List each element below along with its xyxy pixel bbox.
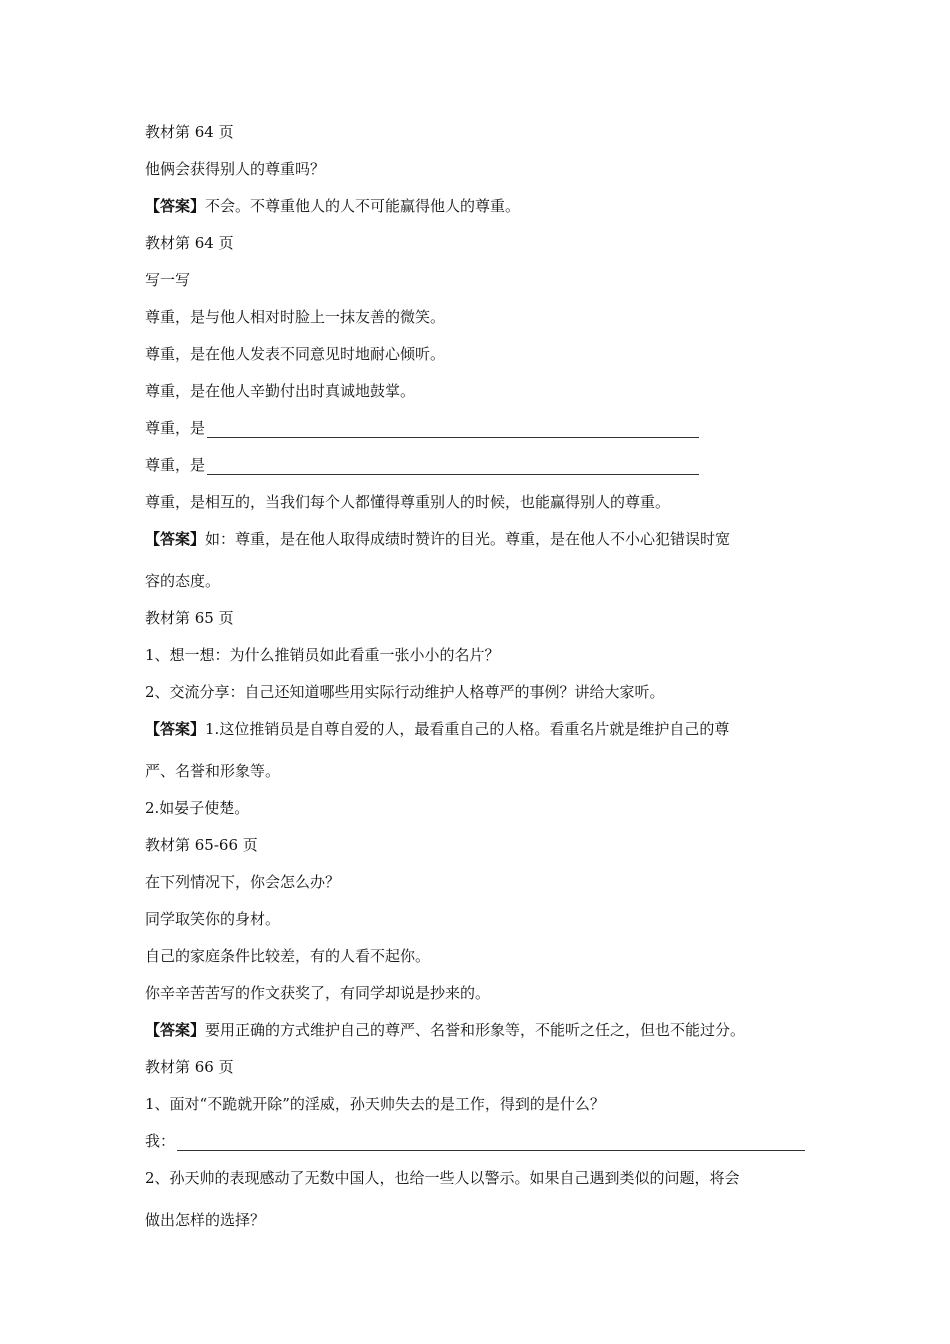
scenario-item: 同学取笑你的身材。 <box>145 910 281 928</box>
body-text: 尊重，是与他人相对时脸上一抹友善的微笑。 <box>145 308 446 326</box>
blank-underline[interactable] <box>177 1134 805 1151</box>
answer-label: 【答案】 <box>145 1021 206 1039</box>
answer-label: 【答案】 <box>145 197 206 215</box>
answer-line <box>145 719 815 739</box>
question-text: 2、孙天帅的表现感动了无数中国人，也给一些人以警示。如果自己遇到类似的问题，将会 <box>145 1169 740 1187</box>
answer-continuation: 严、名誉和形象等。 <box>145 762 281 780</box>
scenario-item: 自己的家庭条件比较差，有的人看不起你。 <box>145 947 431 965</box>
answer-text: 1.这位推销员是自尊自爱的人，最看重自己的人格。看重名片就是维护自己的尊 <box>205 720 730 738</box>
document-page <box>145 122 815 1247</box>
answer-line <box>145 1020 815 1040</box>
body-text: 尊重，是相互的，当我们每个人都懂得尊重别人的时候，也能赢得别人的尊重。 <box>145 493 671 511</box>
answer-continuation: 2.如晏子使楚。 <box>145 799 250 817</box>
section-heading: 教材第 65-66 页 <box>145 836 258 854</box>
body-text: 尊重，是在他人发表不同意见时地耐心倾听。 <box>145 345 446 363</box>
question-text: 他俩会获得别人的尊重吗？ <box>145 160 326 178</box>
section-heading: 教材第 66 页 <box>145 1058 234 1076</box>
fill-in-line <box>145 418 815 438</box>
question-text: 2、交流分享：自己还知道哪些用实际行动维护人格尊严的事例？讲给大家听。 <box>145 683 665 701</box>
answer-line <box>145 196 815 216</box>
fill-in-prefix: 尊重，是 <box>145 419 206 437</box>
section-heading: 教材第 64 页 <box>145 234 234 252</box>
answer-text: 不会。不尊重他人的人不可能赢得他人的尊重。 <box>205 197 521 215</box>
blank-underline[interactable] <box>207 421 699 438</box>
answer-text: 要用正确的方式维护自己的尊严、名誉和形象等，不能听之任之，但也不能过分。 <box>205 1021 746 1039</box>
blank-underline[interactable] <box>207 458 699 475</box>
question-text: 在下列情况下，你会怎么办？ <box>145 873 341 891</box>
fill-in-line <box>145 455 815 475</box>
section-heading: 教材第 64 页 <box>145 123 234 141</box>
answer-label: 【答案】 <box>145 720 206 738</box>
question-text: 1、面对“不跪就开除”的淫威，孙天帅失去的是工作，得到的是什么？ <box>145 1095 605 1113</box>
answer-label: 【答案】 <box>145 530 206 548</box>
question-text: 1、想一想：为什么推销员如此看重一张小小的名片？ <box>145 646 500 664</box>
answer-line <box>145 529 815 549</box>
activity-title: 写一写 <box>145 271 191 289</box>
answer-text: 如：尊重，是在他人取得成绩时赞许的目光。尊重，是在他人不小心犯错误时宽 <box>205 530 731 548</box>
body-text: 尊重，是在他人辛勤付出时真诚地鼓掌。 <box>145 382 416 400</box>
fill-in-line <box>145 1131 815 1151</box>
section-heading: 教材第 65 页 <box>145 609 234 627</box>
question-continuation: 做出怎样的选择？ <box>145 1211 266 1229</box>
answer-continuation: 容的态度。 <box>145 572 221 590</box>
fill-in-prefix: 我： <box>145 1132 176 1150</box>
fill-in-prefix: 尊重，是 <box>145 456 206 474</box>
scenario-item: 你辛辛苦苦写的作文获奖了，有同学却说是抄来的。 <box>145 984 491 1002</box>
